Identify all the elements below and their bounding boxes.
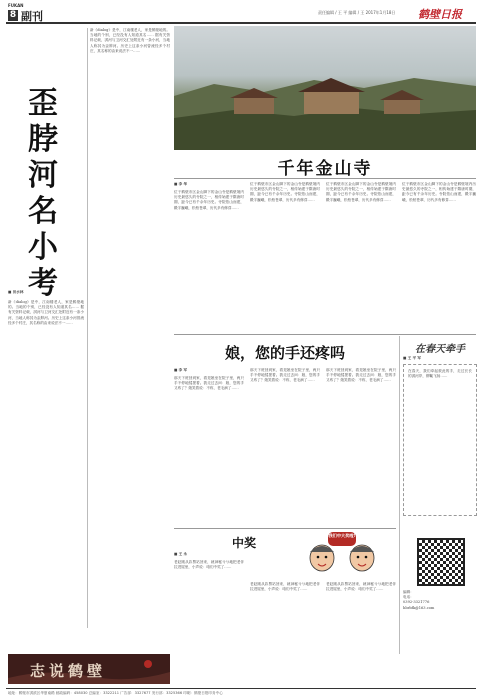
prize-body-col3: 老赵刚从彩票站回来，就神秘兮兮地把老伴拉进屋里，小声说：咱们中奖了…… bbox=[326, 582, 396, 592]
contact-block bbox=[403, 590, 477, 630]
temple-photo bbox=[174, 26, 476, 150]
phone-label: 电话： bbox=[403, 595, 414, 600]
prize-body-col2: 老赵刚从彩票站回来，就神秘兮兮地把老伴拉进屋里，小声说：咱们中奖了…… bbox=[250, 582, 320, 592]
side-column bbox=[403, 338, 477, 654]
side-header: 在春天牵手 bbox=[415, 344, 465, 355]
mother-article bbox=[174, 336, 396, 526]
dialect-title: 歪脖河名小考 bbox=[28, 86, 58, 301]
footer-info: 地址：鹤壁市淇滨区华夏南路 邮政编码：458030 总编室：3322211 广告部：3327677 发行部：3325366 印刷：鹤壁日报印务中心 bbox=[8, 691, 223, 695]
temple-body bbox=[174, 182, 476, 332]
mother-top-rule bbox=[174, 334, 476, 335]
side-byline: ■ 王 平 军 bbox=[403, 356, 421, 360]
page-number-box bbox=[8, 10, 18, 21]
column-divider bbox=[87, 28, 88, 628]
temple-body-col4: 位于鹤壁市区金山脚下的金山寺是鹤壁境内历史最悠久的寺院之一，相传始建于隋唐时期，距今已有千余年历史。寺院依山而建，殿宇巍峨，松柏苍翠，历代多有修葺…… bbox=[402, 182, 476, 202]
phone-number: 0392-3321776 bbox=[403, 600, 430, 605]
prize-top-rule bbox=[174, 528, 396, 529]
temple-byline: ■ 李 华 bbox=[174, 182, 188, 186]
temple-body-col2: 位于鹤壁市区金山脚下的金山寺是鹤壁境内历史最悠久的寺院之一，相传始建于隋唐时期，距今已有千余年历史。寺院依山而建，殿宇巍峨，松柏苍翠，历代多有修葺…… bbox=[250, 182, 320, 202]
dialect-article bbox=[8, 28, 84, 628]
side-divider bbox=[399, 336, 400, 654]
masthead-info: 责任编辑 / 王 平 编辑 / 王 2017年1月18日 bbox=[318, 10, 396, 15]
temple-title-bar bbox=[174, 150, 476, 180]
prize-title: 中奖 bbox=[232, 536, 257, 550]
prize-article bbox=[174, 530, 396, 650]
temple-illustration bbox=[174, 26, 476, 150]
footer-column-title: 志说鹤壁 bbox=[30, 662, 107, 680]
prize-byline: ■ 王 永 bbox=[174, 552, 188, 556]
poem-box bbox=[403, 364, 477, 516]
mother-body-col1: 那天下班回到家，看见娘坐在院子里，两只手不停地揉搓着。我走过去问：娘，您的手又疼了？娘笑着说：不疼，老毛病了…… bbox=[174, 376, 244, 391]
side-body: 在春天，我们牵起彼此的手，走过长长的淇河岸，柳絮飞扬…… bbox=[408, 369, 472, 379]
contact-label: 编辑： bbox=[403, 590, 414, 594]
dialect-body: 新《dialog》是中，江南楼老人，家是鹤壁地的。当地的个别，已经没有人知道其名…… 据有关资料记载，淇河与卫河交汇处附近有一条小河，当地人称其为歪脖河。历史上这条小河曾流经多个村庄，其名称的由来说法不一…… bbox=[8, 300, 84, 325]
footer-rule bbox=[6, 688, 476, 689]
section-title: 副刊 bbox=[21, 10, 43, 23]
footer-banner bbox=[8, 654, 170, 684]
mother-body-col3: 那天下班回到家，看见娘坐在院子里，两只手不停地揉搓着。我走过去问：娘，您的手又疼了？娘笑着说：不疼，老毛病了…… bbox=[326, 368, 396, 383]
temple-body-col3: 位于鹤壁市区金山脚下的金山寺是鹤壁境内历史最悠久的寺院之一，相传始建于隋唐时期，距今已有千余年历史。寺院依山而建，殿宇巍峨，松柏苍翠，历代多有修葺…… bbox=[326, 182, 396, 202]
prize-badge-text: 我们中大奖啦! bbox=[328, 533, 356, 538]
mother-body-col2: 那天下班回到家，看见娘坐在院子里，两只手不停地揉搓着。我走过去问：娘，您的手又疼了？娘笑着说：不疼，老毛病了…… bbox=[250, 368, 320, 383]
prize-body-col1: 老赵刚从彩票站回来，就神秘兮兮地把老伴拉进屋里，小声说：咱们中奖了…… bbox=[174, 560, 244, 570]
temple-title-rule bbox=[174, 178, 476, 179]
page-number: 8 bbox=[9, 10, 17, 20]
masthead bbox=[0, 0, 482, 22]
paper-name: 鹤壁日报 bbox=[418, 8, 462, 21]
dialect-body-cont: 新《dialog》是中，江南楼老人，家是鹤壁地的。当地的个别，已经没有人知道其名…… 据有关资料记载，淇河与卫河交汇处附近有一条小河，当地人称其为歪脖河。历史上这条小河曾流经多个村庄，其名称的由来说法不一…… bbox=[90, 28, 170, 53]
prize-illustration bbox=[292, 530, 392, 578]
mother-byline: ■ 李 军 bbox=[174, 368, 188, 372]
email-address: hbrbfk@163.com bbox=[403, 605, 435, 610]
masthead-rule bbox=[6, 22, 476, 24]
dialect-author: ■ 田水林 bbox=[8, 290, 24, 294]
temple-title: 千年金山寺 bbox=[277, 159, 373, 179]
dialect-body-column-2 bbox=[90, 28, 170, 628]
edition-code: FUKAN bbox=[8, 3, 24, 8]
mother-title: 娘，您的手还疼吗 bbox=[224, 344, 345, 362]
temple-body-col1: 位于鹤壁市区金山脚下的金山寺是鹤壁境内历史最悠久的寺院之一，相传始建于隋唐时期，距今已有千余年历史。寺院依山而建，殿宇巍峨，松柏苍翠，历代多有修葺…… bbox=[174, 190, 244, 210]
qr-code bbox=[417, 538, 465, 586]
